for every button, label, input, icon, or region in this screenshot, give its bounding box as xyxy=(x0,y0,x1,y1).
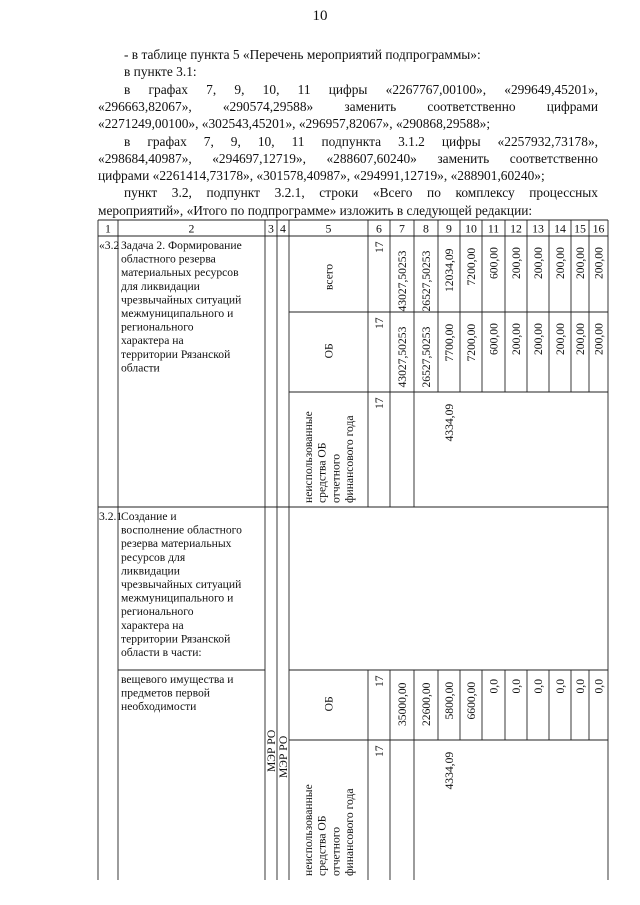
sub-measure-name-line: необходимости xyxy=(121,700,197,714)
unused-funds-row-col-6: 17 xyxy=(373,745,386,757)
row-number: «3.2 xyxy=(99,239,120,252)
row-number: 3.2.1 xyxy=(99,510,123,523)
ob-row-col-13: 200,00 xyxy=(532,323,545,355)
header-column-13: 13 xyxy=(532,221,544,236)
unused-funds-row-label-line: средства ОБ xyxy=(315,815,329,876)
executor-col-4: МЭР РО xyxy=(277,735,290,778)
total-row-col-11: 600,00 xyxy=(487,247,501,279)
header-column-15: 15 xyxy=(574,221,586,236)
task-name-line: для ликвидации xyxy=(121,279,200,293)
ob-row-col-16: 0,0 xyxy=(592,679,606,694)
ob-row-label: ОБ xyxy=(322,696,336,712)
task-name-line: областного резерва xyxy=(121,252,216,266)
measure-name-line: регионального xyxy=(121,605,194,619)
total-row-col-14: 200,00 xyxy=(554,247,567,279)
ob-row-col-12: 0,0 xyxy=(510,679,523,694)
sub-measure-name-line: предметов первой xyxy=(121,686,211,700)
paragraph-line: «296663,82067», «290574,29588» заменить соответственно цифрами xyxy=(98,98,598,114)
unused-funds-row-col-9: 4334,09 xyxy=(443,751,456,790)
measure-name-line: области в части: xyxy=(121,646,202,659)
header-column-10: 10 xyxy=(465,221,477,236)
measure-name-line: резерва материальных xyxy=(121,537,232,551)
paragraph-line: цифрами «2261414,73178», «301578,40987», «294991,12719», «288901,60240»; xyxy=(98,168,545,184)
paragraph-line: «2271249,00100», «302543,45201», «296957,82067», «290868,29588»; xyxy=(98,116,491,132)
unused-funds-row-label-line: финансового года xyxy=(342,415,356,503)
total-row-label: всего xyxy=(322,263,336,290)
ob-row-col-8: 26527,50253 xyxy=(420,326,433,388)
task-name-line: характера на xyxy=(121,334,184,348)
header-column-12: 12 xyxy=(510,221,522,236)
ob-row-col-6: 17 xyxy=(373,317,386,329)
unused-funds-row-label-line: неиспользованные xyxy=(302,411,316,503)
ob-row-col-13: 0,0 xyxy=(532,679,545,694)
measure-name-line: территории Рязанской xyxy=(121,632,231,646)
task-name-line: регионального xyxy=(121,320,194,334)
total-row-col-10: 7200,00 xyxy=(465,247,478,286)
ob-row-col-8: 22600,00 xyxy=(420,682,433,726)
unused-funds-row-col-9: 4334,09 xyxy=(443,403,456,442)
unused-funds-row-label-line: средства ОБ xyxy=(315,442,329,503)
page-number: 10 xyxy=(312,8,328,24)
total-row-col-6: 17 xyxy=(373,241,386,253)
ob-row-col-15: 0,0 xyxy=(574,679,587,694)
measure-name-line: чрезвычайных ситуаций xyxy=(121,578,242,591)
task-name-line: материальных ресурсов xyxy=(121,266,239,280)
header-column-11: 11 xyxy=(487,221,500,236)
paragraph-line: в графах 7, 9, 10, 11 цифры «2267767,00100», «299649,45201», xyxy=(124,81,598,97)
measure-name-line: характера на xyxy=(121,618,184,632)
measure-name-line: ресурсов для xyxy=(121,550,186,564)
ob-row-col-7: 35000,00 xyxy=(396,682,409,726)
header-column-5: 5 xyxy=(325,221,332,236)
task-name-line: Задача 2. Формирование xyxy=(121,239,242,252)
measure-name-line: межмуниципального и xyxy=(121,591,234,605)
paragraph-line: в графах 7, 9, 10, 11 подпункта 3.1.2 цифры «2257932,73178», xyxy=(124,133,598,149)
unused-funds-row-label-line: отчетного xyxy=(329,453,343,503)
total-row-col-9: 12034,09 xyxy=(443,248,456,292)
ob-row-col-14: 200,00 xyxy=(554,323,567,355)
task-name-line: межмуниципального и xyxy=(121,307,234,320)
total-row-col-8: 26527,50253 xyxy=(420,250,433,312)
intro-text-2: в пункте 3.1: xyxy=(124,64,197,80)
ob-row-col-7: 43027,50253 xyxy=(396,326,409,388)
task-name-line: территории Рязанской xyxy=(121,347,231,361)
ob-row-col-15: 200,00 xyxy=(574,323,587,355)
ob-row-col-11: 0,0 xyxy=(487,679,501,694)
measure-name-line: восполнение областного xyxy=(121,523,242,537)
header-column-3: 3 xyxy=(268,221,274,236)
ob-row-col-9: 5800,00 xyxy=(443,681,456,720)
ob-row-col-11: 600,00 xyxy=(487,323,501,355)
total-row-col-12: 200,00 xyxy=(510,247,523,279)
unused-funds-row-label-line: финансового года xyxy=(342,788,356,876)
total-row-col-7: 43027,50253 xyxy=(396,250,409,312)
paragraph-line: «298684,40987», «294697,12719», «288607,60240» заменить соответственно xyxy=(98,150,598,166)
paragraph-line: пункт 3.2, подпункт 3.2.1, строки «Всего по комплексу процессных xyxy=(124,185,598,201)
measure-name-line: ликвидации xyxy=(121,564,180,578)
header-column-6: 6 xyxy=(376,221,382,236)
sub-measure-name-line: вещевого имущества и xyxy=(121,673,234,686)
ob-row-col-14: 0,0 xyxy=(554,679,567,694)
header-column-2: 2 xyxy=(188,221,195,236)
intro-text-1: - в таблице пункта 5 «Перечень мероприятий подпрограммы»: xyxy=(124,47,481,62)
measure-name-line: Создание и xyxy=(121,510,177,523)
header-column-7: 7 xyxy=(399,221,405,236)
unused-funds-row-label-line: неиспользованные xyxy=(302,784,316,876)
header-column-9: 9 xyxy=(446,221,452,236)
ob-row-col-10: 6600,00 xyxy=(465,681,478,720)
ob-row-col-9: 7700,00 xyxy=(443,323,456,362)
unused-funds-row-label-line: отчетного xyxy=(329,826,343,876)
header-column-14: 14 xyxy=(554,221,566,236)
table-cells xyxy=(99,222,606,877)
task-name-line: области xyxy=(121,361,160,375)
header-column-8: 8 xyxy=(423,221,429,236)
header-column-16: 16 xyxy=(592,221,605,236)
ob-row-col-6: 17 xyxy=(373,675,386,687)
ob-row-col-10: 7200,00 xyxy=(465,323,478,362)
ob-row-col-16: 200,00 xyxy=(592,323,606,355)
ob-row-col-12: 200,00 xyxy=(510,323,523,355)
task-name-line: чрезвычайных ситуаций xyxy=(121,293,242,307)
total-row-col-13: 200,00 xyxy=(532,247,545,279)
header-column-4: 4 xyxy=(280,221,286,236)
paragraph-line: мероприятий», «Итого по подпрограмме» изложить в следующей редакции: xyxy=(98,202,533,218)
header-column-1: 1 xyxy=(105,221,111,236)
total-row-col-15: 200,00 xyxy=(574,247,587,279)
executor-col-3: МЭР РО xyxy=(265,729,278,772)
total-row-col-16: 200,00 xyxy=(592,247,606,279)
ob-row-label: ОБ xyxy=(322,343,336,359)
unused-funds-row-col-6: 17 xyxy=(373,397,386,409)
